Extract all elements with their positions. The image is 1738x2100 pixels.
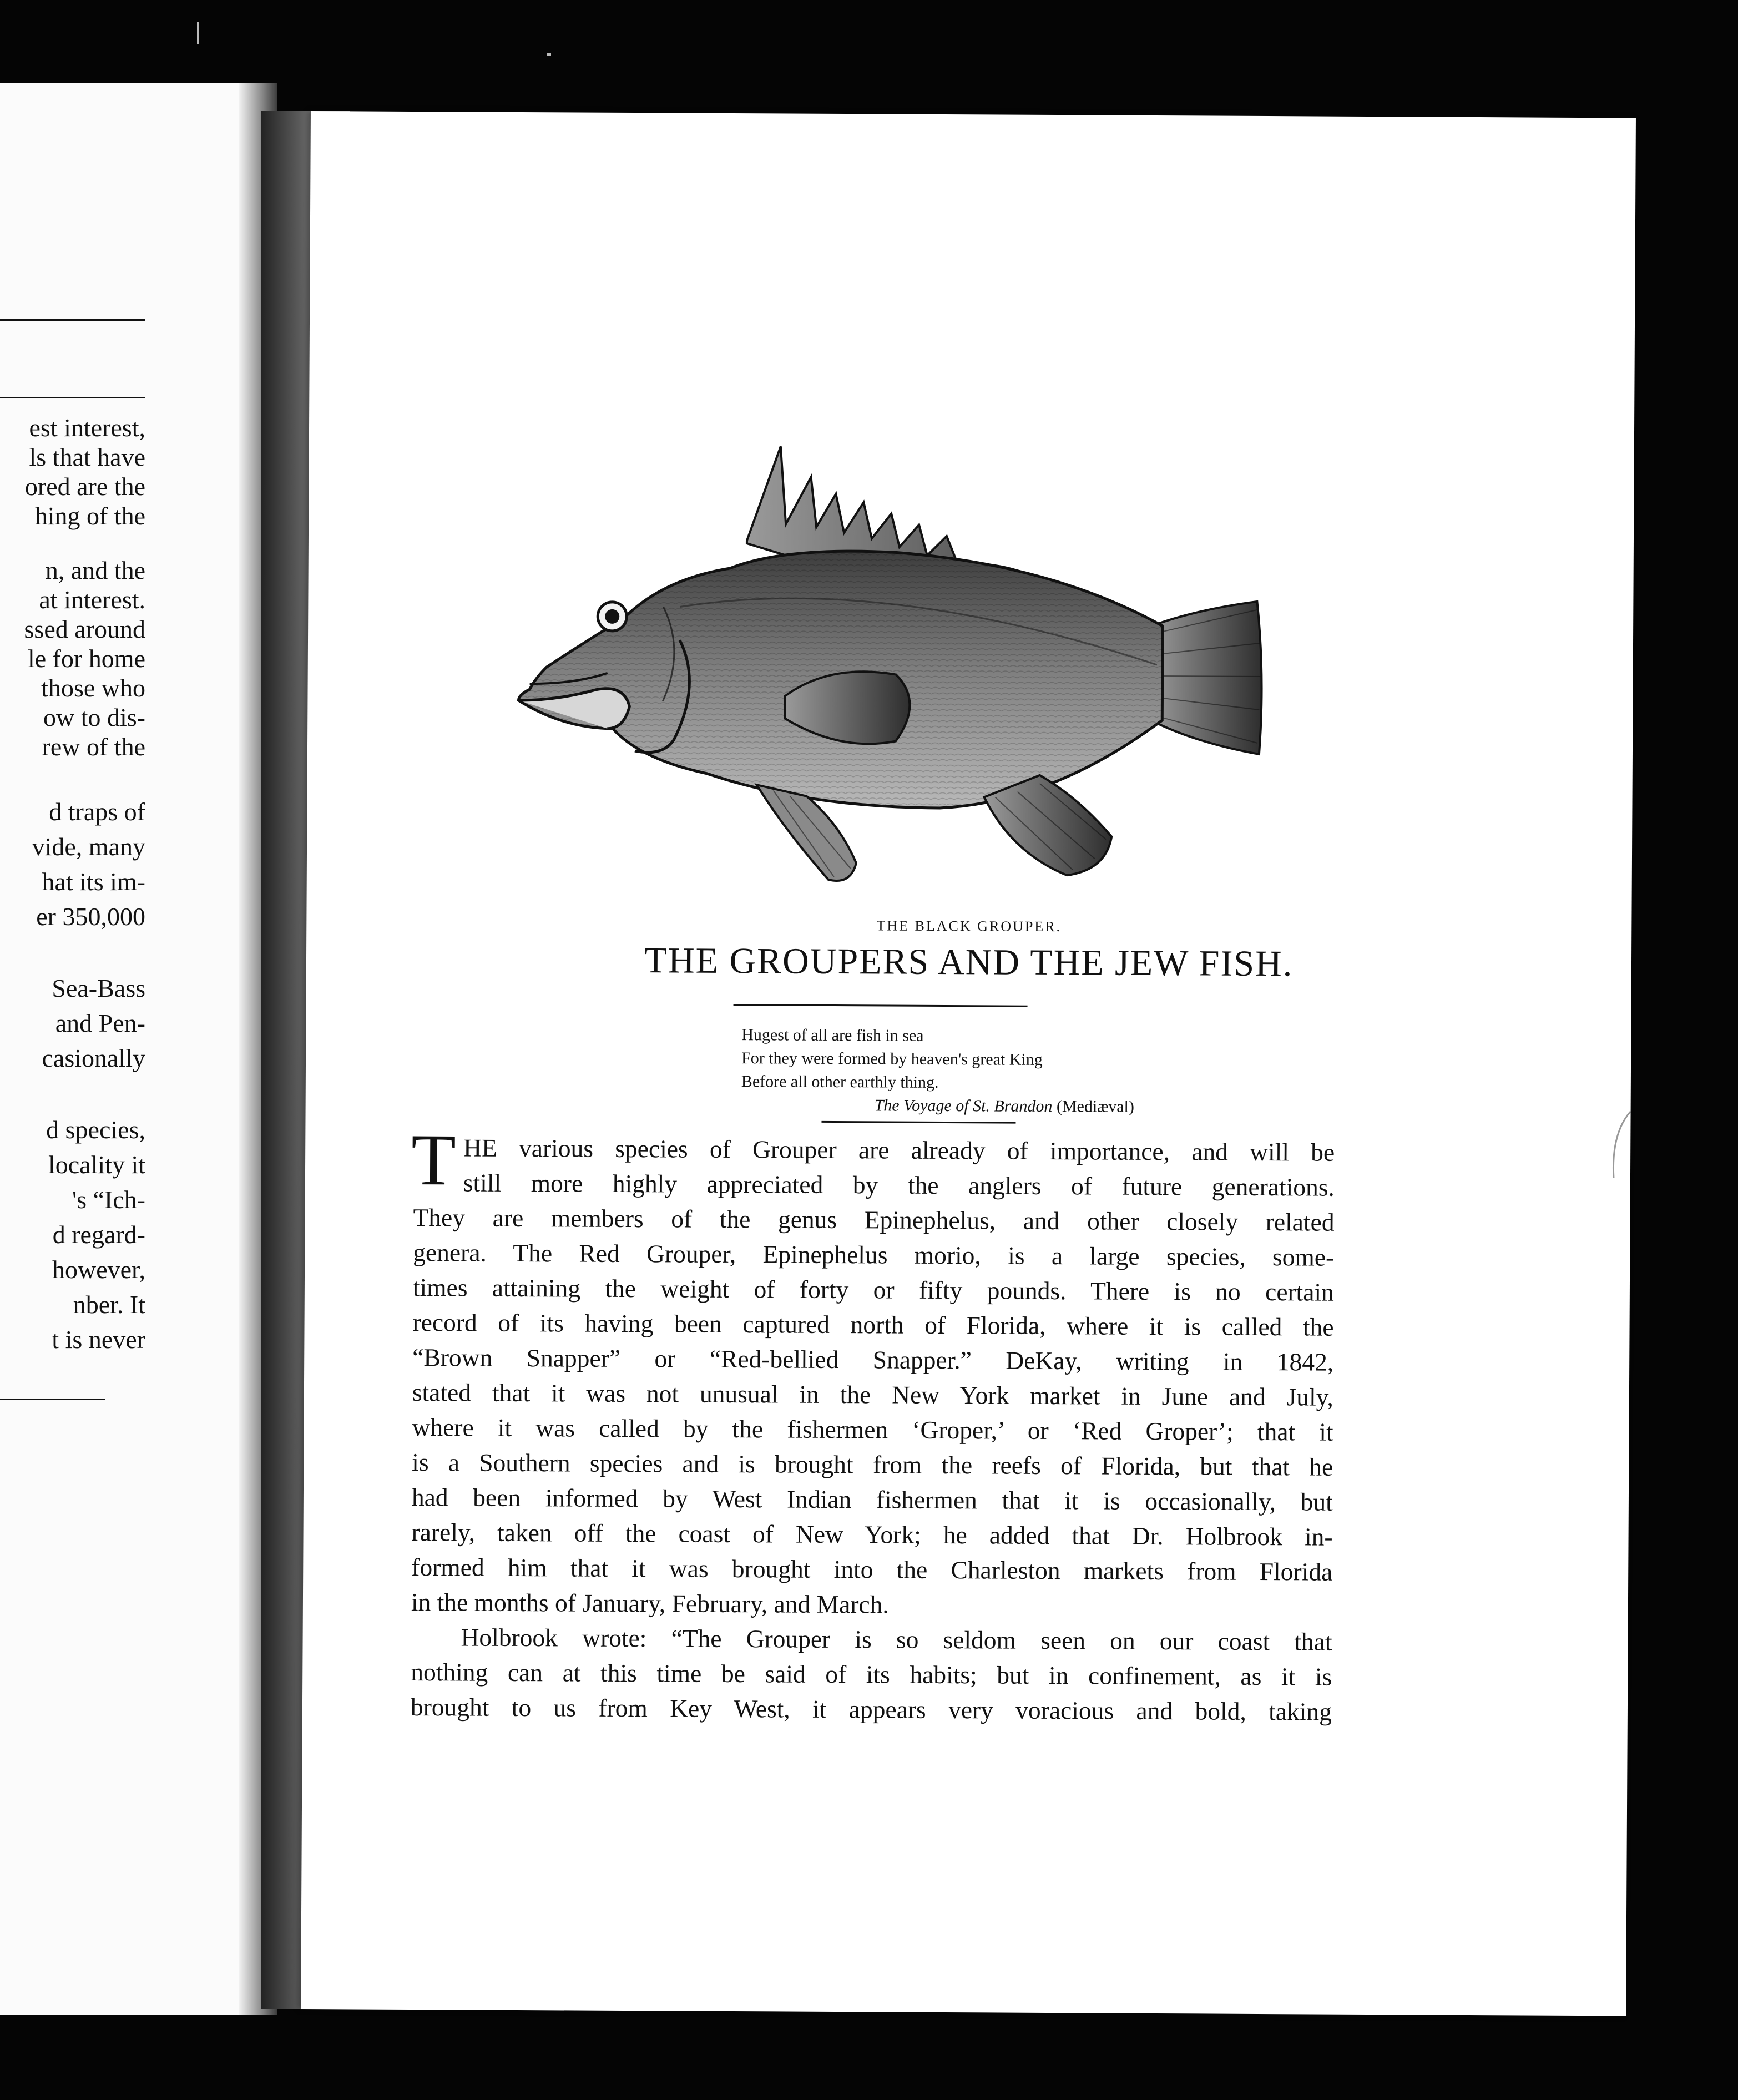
body-line: formed him that it was brought into the Charleston markets from Florida <box>411 1552 1333 1586</box>
body-line: “Brown Snapper” or “Red-bellied Snapper.” DeKay, writing in 1842, <box>412 1342 1334 1376</box>
scan-speck <box>547 53 551 56</box>
left-text-line: ls that have <box>29 443 145 471</box>
left-text-line: er 350,000 <box>36 902 145 931</box>
left-text-line: those who <box>41 674 145 702</box>
body-line: genera. The Red Grouper, Epinephelus morio, is a large species, some- <box>413 1238 1335 1271</box>
epigraph-citation <box>741 1093 1241 1119</box>
epigraph-source-title: The Voyage of St. Brandon <box>874 1096 1053 1116</box>
left-text-line: locality it <box>48 1150 145 1179</box>
left-text-line: n, and the <box>45 556 145 584</box>
drop-cap: T <box>411 1118 457 1201</box>
book-page <box>301 111 1636 2016</box>
epigraph-line: Before all other earthly thing. <box>741 1072 939 1092</box>
left-text-line: hat its im- <box>42 867 145 896</box>
previous-page <box>0 83 277 2015</box>
left-text-line: 's “Ich- <box>72 1185 145 1214</box>
body-line: nothing can at this time be said of its habits; but in confinement, as it is <box>411 1657 1332 1691</box>
body-line: still more highly appreciated by the anglers of future generations. <box>463 1168 1335 1202</box>
body-line: in the months of January, February, and March. <box>411 1587 889 1619</box>
left-text-line: vide, many <box>32 832 145 861</box>
left-text-line: at interest. <box>39 585 145 614</box>
body-line: stated that it was not unusual in the New York market in June and July, <box>412 1377 1334 1411</box>
epigraph-rule <box>821 1121 1015 1124</box>
body-line: had been informed by West Indian fishermen that it is occasionally, but <box>411 1482 1333 1516</box>
epigraph <box>741 1023 1241 1119</box>
left-rule <box>0 397 145 398</box>
chapter-title: THE GROUPERS AND THE JEW FISH. <box>644 940 1294 985</box>
left-text-line: le for home <box>27 644 145 673</box>
left-text-line: rew of the <box>42 733 145 761</box>
body-line: record of its having been captured north of Florida, where it is called the <box>412 1308 1334 1341</box>
scan-speck <box>197 22 199 44</box>
left-text-line: ow to dis- <box>43 703 145 731</box>
body-line: They are members of the genus Epinephelus, and other closely related <box>413 1203 1335 1236</box>
left-rule <box>0 1399 105 1400</box>
left-text-line: t is never <box>52 1325 145 1354</box>
title-rule <box>734 1004 1028 1007</box>
left-text-line: d regard- <box>52 1220 145 1249</box>
epigraph-source-note: (Mediæval) <box>1056 1097 1134 1116</box>
body-text <box>410 1118 1335 1729</box>
body-line-text: HE various species of Grouper are already of importance, and will be <box>463 1133 1335 1167</box>
body-line: Holbrook wrote: “The Grouper is so seldom seen on our coast that <box>461 1623 1332 1656</box>
left-text-line: hing of the <box>34 502 145 530</box>
left-text-line: however, <box>52 1255 145 1284</box>
body-line: is a Southern species and is brought from the reefs of Florida, but that he <box>412 1447 1333 1481</box>
left-text-line: and Pen- <box>55 1009 145 1037</box>
page-edge-curl <box>1608 1111 1631 1178</box>
epigraph-line: For they were formed by heaven's great King <box>741 1049 1043 1069</box>
left-text-line: nber. It <box>73 1290 145 1319</box>
figure-caption: THE BLACK GROUPER. <box>876 917 1062 935</box>
body-line: rarely, taken off the coast of New York; he added that Dr. Holbrook in- <box>411 1517 1333 1551</box>
left-text-line: est interest, <box>29 413 145 442</box>
body-line: brought to us from Key West, it appears very voracious and bold, taking <box>410 1692 1332 1726</box>
black-grouper-illustration <box>495 440 1375 927</box>
left-rule <box>0 319 145 321</box>
left-text-line: ored are the <box>24 472 145 501</box>
left-text-line: ssed around <box>24 615 145 643</box>
left-text-line: Sea-Bass <box>52 974 145 1002</box>
body-line: times attaining the weight of forty or fifty pounds. There is no certain <box>412 1273 1335 1306</box>
left-text-line: d traps of <box>49 797 145 826</box>
left-text-line: casionally <box>42 1044 145 1072</box>
epigraph-line: Hugest of all are fish in sea <box>741 1026 924 1045</box>
body-line: where it was called by the fishermen ‘Groper,’ or ‘Red Groper’; that it <box>412 1412 1333 1446</box>
left-text-line: d species, <box>46 1115 145 1144</box>
